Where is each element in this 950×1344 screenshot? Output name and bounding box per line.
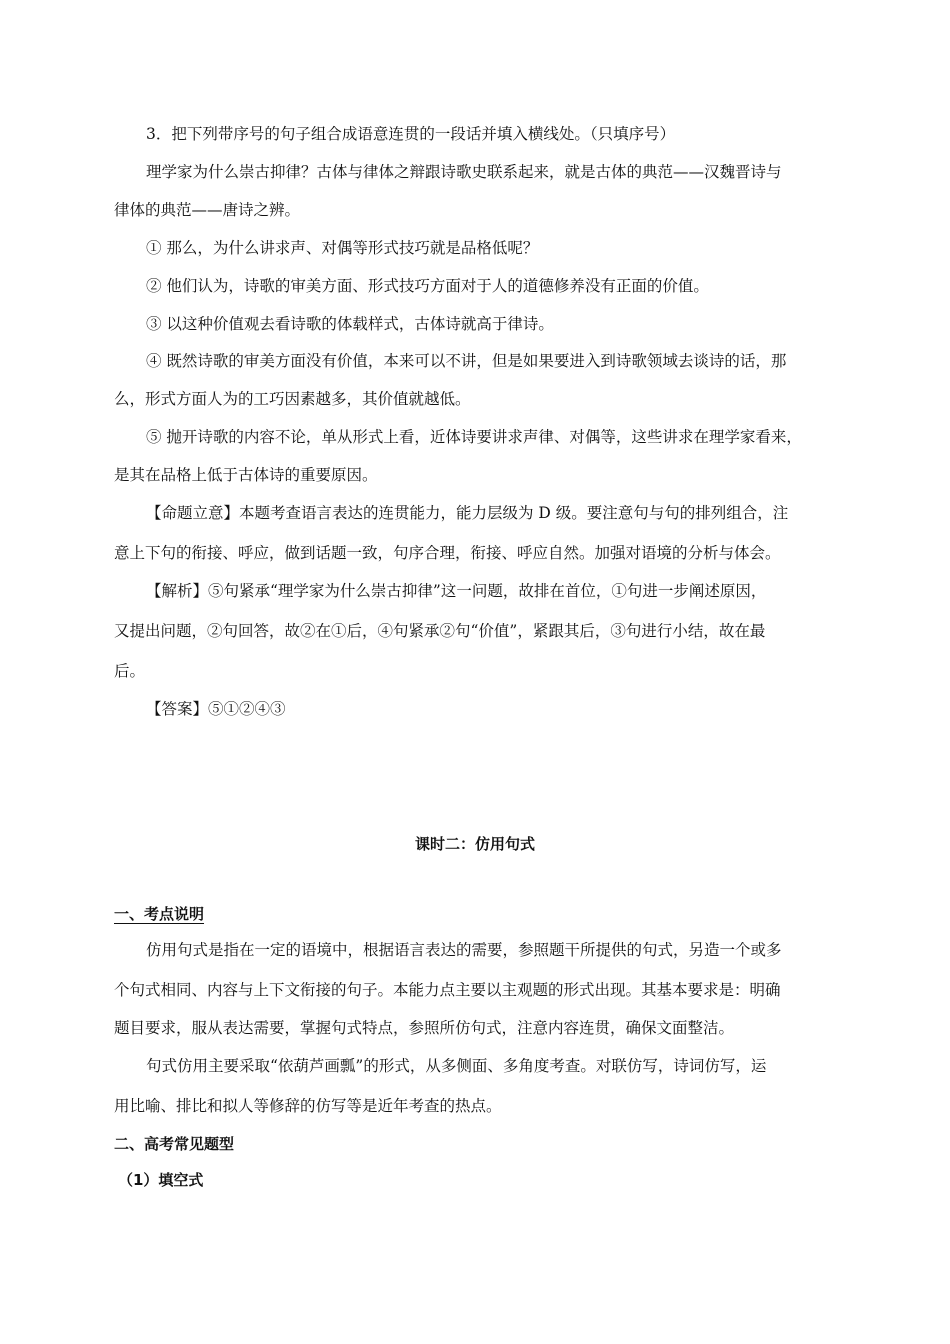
lesson-title: 课时二：仿用句式 [414, 835, 535, 853]
intent-line-2: 意上下句的衔接、呼应，做到话题一致，句序合理，衔接、呼应自然。加强对语境的分析与体会。 [114, 544, 781, 562]
para-2-line-2: 用比喻、排比和拟人等修辞的仿写等是近年考查的热点。 [114, 1097, 502, 1115]
sentence-5-line-2: 是其在品格上低于古体诗的重要原因。 [114, 466, 378, 484]
analysis-line-2: 又提出问题，②句回答，故②在①后，④句紧承②句“价值”，紧跟其后，③句进行小结，故在最 [114, 622, 766, 640]
answer: 【答案】⑤①②④③ [146, 700, 286, 718]
analysis-line-3: 后。 [114, 662, 146, 680]
section-1-heading: 一、考点说明 [114, 905, 205, 923]
para-1-line-2: 个句式相同、内容与上下文衔接的句子。本能力点主要以主观题的形式出现。其基本要求是：明确 [114, 981, 781, 999]
intro-line-1: 理学家为什么崇古抑律？古体与律体之辩跟诗歌史联系起来，就是古体的典范——汉魏晋诗与 [146, 163, 782, 181]
para-1-line-3: 题目要求，服从表达需要，掌握句式特点，参照所仿句式，注意内容连贯，确保文面整洁。 [114, 1019, 735, 1037]
para-1-line-1: 仿用句式是指在一定的语境中，根据语言表达的需要，参照题干所提供的句式，另造一个或多 [146, 941, 782, 959]
analysis-line-1: 【解析】⑤句紧承“理学家为什么崇古抑律”这一问题，故排在首位，①句进一步阐述原因， [146, 582, 767, 600]
para-2-line-1: 句式仿用主要采取“依葫芦画瓢”的形式，从多侧面、多角度考查。对联仿写，诗词仿写，运 [146, 1057, 767, 1075]
section-2-heading: 二、高考常见题型 [114, 1135, 235, 1153]
sentence-2: ② 他们认为，诗歌的审美方面、形式技巧方面对于人的道德修养没有正面的价值。 [146, 277, 709, 295]
sentence-1: ① 那么，为什么讲求声、对偶等形式技巧就是品格低呢？ [146, 239, 539, 257]
question-prompt: 3．把下列带序号的句子组合成语意连贯的一段话并填入横线处。（只填序号） [146, 125, 676, 143]
sentence-4-line-2: 么，形式方面人为的工巧因素越多，其价值就越低。 [114, 390, 471, 408]
sentence-5-line-1: ⑤ 抛开诗歌的内容不论，单从形式上看，近体诗要讲求声律、对偶等，这些讲求在理学家看来， [146, 428, 802, 446]
sentence-3: ③ 以这种价值观去看诗歌的体载样式，古体诗就高于律诗。 [146, 315, 554, 333]
sentence-4-line-1: ④ 既然诗歌的审美方面没有价值，本来可以不讲，但是如果要进入到诗歌领域去谈诗的话，那 [146, 352, 787, 370]
intent-line-1: 【命题立意】本题考查语言表达的连贯能力，能力层级为 D 级。要注意句与句的排列组合，注 [146, 504, 789, 522]
subsection-1-heading: （1）填空式 [118, 1171, 204, 1189]
intro-line-2: 律体的典范——唐诗之辨。 [114, 201, 301, 219]
